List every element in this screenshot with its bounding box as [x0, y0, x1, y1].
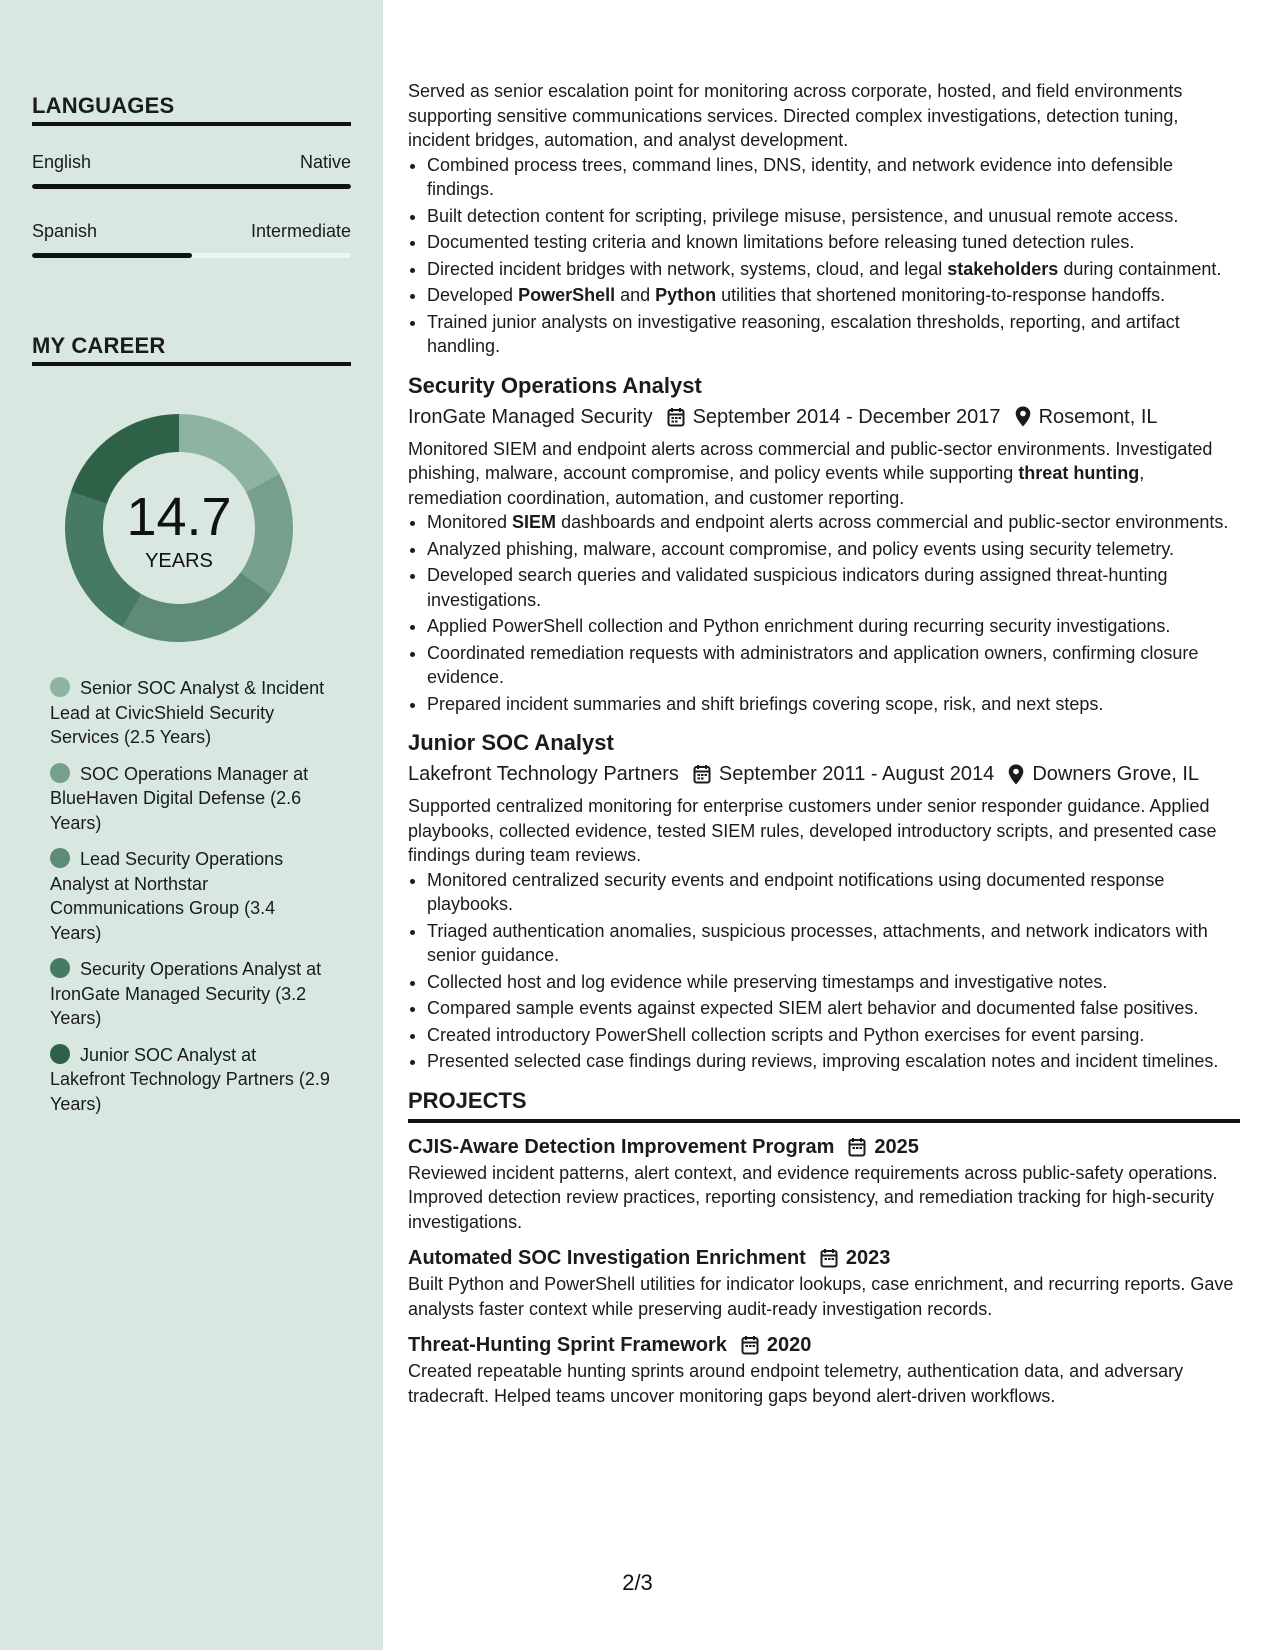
languages-heading: LANGUAGES: [32, 93, 351, 126]
project-year: 2025: [874, 1135, 919, 1158]
language-name: English: [32, 152, 92, 172]
bullet: • Developed search queries and validated suspicious indicators during assigned threat-hunting investigations.: [427, 563, 1240, 612]
role-summary: Served as senior escalation point for monitoring across corporate, hosted, and field environments supporting sensitive communications services. Directed complex investigations, detection tuning, incident bridges, automation, and analyst development.: [408, 81, 1183, 150]
location-pin-icon: [1015, 406, 1031, 427]
language-row-english: [32, 152, 351, 173]
legend-label: Lead Security Operations Analyst at Northstar Communications Group (3.4 Years): [50, 849, 284, 943]
projects-heading: PROJECTS: [408, 1086, 1240, 1123]
legend-dot-icon: [50, 848, 70, 868]
calendar-icon: [741, 1335, 759, 1355]
language-name: Spanish: [32, 221, 98, 241]
legend-item: [50, 1043, 330, 1117]
career-total-unit: YEARS: [145, 550, 213, 572]
job-location: Rosemont, IL: [1038, 405, 1158, 428]
job-dates: September 2011 - August 2014: [718, 763, 995, 785]
bullet: • Triaged authentication anomalies, suspicious processes, attachments, and network indicators with senior guidance.: [427, 919, 1240, 968]
bullet: • Built detection content for scripting, privilege misuse, persistence, and unusual remote access.: [427, 204, 1240, 229]
legend-label: Senior SOC Analyst & Incident Lead at CivicShield Security Services (2.5 Years): [50, 678, 325, 747]
bullet: • Developed PowerShell and Python utilities that shortened monitoring-to-response handoffs.: [427, 283, 1240, 308]
job-summary: Supported centralized monitoring for enterprise customers under senior responder guidance. Applied playbooks, collected evidence, tested SIEM rules, developed introductory scripts, and presented case findings during team reviews.: [408, 796, 1217, 865]
bullet: • Collected host and log evidence while preserving timestamps and investigative notes.: [427, 970, 1240, 995]
main-content: [408, 79, 1240, 1408]
calendar-icon: [693, 764, 711, 784]
job-meta: [408, 760, 1240, 788]
career-heading: MY CAREER: [32, 333, 351, 366]
legend-label: SOC Operations Manager at BlueHaven Digital Defense (2.6 Years): [50, 763, 309, 833]
donut-segment-1: [179, 414, 279, 492]
project-description: Created repeatable hunting sprints around endpoint telemetry, authentication data, and adversary tradecraft. Helped teams uncover monitoring gaps beyond alert-driven workflows.: [408, 1361, 1184, 1406]
page-number: 2/3: [622, 1570, 653, 1595]
project-description: Built Python and PowerShell utilities for indicator lookups, case enrichment, and recurring reports. Gave analysts faster context while preserving audit-ready investigation records.: [408, 1274, 1234, 1319]
donut-segment-3: [123, 572, 272, 642]
bullet: • Applied PowerShell collection and Python enrichment during recurring security investigations.: [427, 614, 1240, 639]
job-summary: Monitored SIEM and endpoint alerts across commercial and public-sector environments. Investigated phishing, malware, account compromise, and policy events while supporting threat hunting, remediation coordination, automation, and customer reporting.: [408, 438, 1213, 508]
bullet: • Presented selected case findings during reviews, improving escalation notes and incident timelines.: [427, 1049, 1240, 1074]
project-title-row: [408, 1331, 1240, 1359]
bullet: • Compared sample events against expected SIEM alert behavior and documented false positives.: [427, 996, 1240, 1021]
project-title: Automated SOC Investigation Enrichment: [408, 1247, 806, 1269]
company-name: Lakefront Technology Partners: [408, 763, 679, 785]
bullet: • Directed incident bridges with network, systems, cloud, and legal stakeholders during containment.: [427, 257, 1240, 282]
role-bullets: [408, 153, 1240, 359]
language-row-spanish: [32, 221, 351, 242]
project-title-row: [408, 1133, 1240, 1161]
bullet: • Coordinated remediation requests with administrators and application owners, confirming closure evidence.: [427, 641, 1240, 690]
calendar-icon: [667, 407, 685, 427]
bullet: • Monitored SIEM dashboards and endpoint alerts across commercial and public-sector environments.: [427, 510, 1240, 535]
career-total-years: 14.7: [126, 487, 232, 547]
calendar-icon: [848, 1137, 866, 1157]
language-level: Intermediate: [250, 221, 351, 241]
language-bar-english: [32, 184, 351, 189]
language-bar-fill: [32, 253, 192, 258]
sidebar: [0, 0, 383, 1650]
bullet: • Prepared incident summaries and shift briefings covering scope, risk, and next steps.: [427, 692, 1240, 717]
legend-label: Junior SOC Analyst at Lakefront Technology Partners (2.9 Years): [50, 1044, 330, 1114]
career-legend: [50, 676, 330, 1128]
job-dates: September 2014 - December 2017: [692, 405, 1001, 428]
legend-item: [50, 847, 330, 945]
company-name: IronGate Managed Security: [408, 405, 653, 428]
job-bullets: [408, 868, 1240, 1074]
legend-label: Security Operations Analyst at IronGate Managed Security (3.2 Years): [50, 959, 322, 1028]
location-pin-icon: [1008, 764, 1024, 785]
bullet: • Monitored centralized security events and endpoint notifications using documented response playbooks.: [427, 868, 1240, 917]
legend-item: [50, 957, 330, 1031]
project-title-row: [408, 1244, 1240, 1272]
bullet: • Combined process trees, command lines, DNS, identity, and network evidence into defensible findings.: [427, 153, 1240, 202]
legend-item: [50, 762, 330, 836]
project-title: CJIS-Aware Detection Improvement Program: [408, 1135, 835, 1158]
calendar-icon: [820, 1248, 838, 1268]
job-location: Downers Grove, IL: [1032, 763, 1200, 785]
legend-dot-icon: [50, 958, 70, 978]
job-meta: [408, 403, 1240, 431]
project-description: Reviewed incident patterns, alert context, and evidence requirements across public-safety operations. Improved detection review practices, reporting consistency, and remediation tracking for high-security investigations.: [408, 1162, 1218, 1232]
legend-dot-icon: [50, 1044, 70, 1064]
job-title: Junior SOC Analyst: [408, 730, 614, 755]
language-bar-fill: [32, 184, 351, 189]
job-bullets: [408, 510, 1240, 716]
job-title: Security Operations Analyst: [408, 372, 702, 398]
bullet: • Documented testing criteria and known limitations before releasing tuned detection rules.: [427, 230, 1240, 255]
bullet: • Trained junior analysts on investigative reasoning, escalation thresholds, reporting, and artifact handling.: [427, 310, 1240, 359]
legend-dot-icon: [50, 763, 70, 783]
language-level: Native: [299, 152, 351, 172]
project-year: 2020: [766, 1334, 812, 1356]
legend-dot-icon: [50, 677, 70, 697]
project-year: 2023: [845, 1247, 891, 1269]
project-title: Threat-Hunting Sprint Framework: [408, 1334, 727, 1356]
legend-item: [50, 676, 330, 750]
bullet: • Created introductory PowerShell collection scripts and Python exercises for event parsing.: [427, 1023, 1240, 1048]
bullet: • Analyzed phishing, malware, account compromise, and policy events using security telemetry.: [427, 537, 1240, 562]
language-bar-spanish: [32, 253, 351, 258]
